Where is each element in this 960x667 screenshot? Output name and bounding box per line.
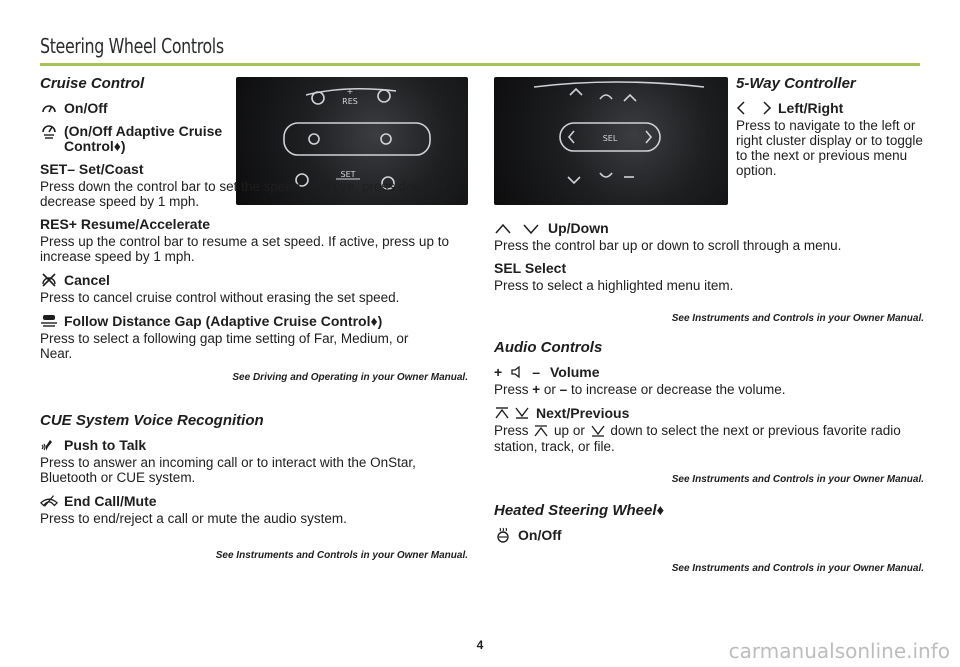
- cue-heading: CUE System Voice Recognition: [40, 412, 264, 429]
- left-right-text: Press to navigate to the left or right cluster display or to toggle to the next or previous menu option.: [736, 118, 923, 178]
- cruise-speedometer-icon: [40, 100, 58, 116]
- set-coast-text: Press down the control bar to set the speed. If active, press down to decrease speed by 1 mph.: [40, 179, 446, 209]
- title-rule: [40, 63, 920, 66]
- adaptive-cruise-icon: [40, 124, 58, 140]
- push-to-talk-text: Press to answer an incoming call or to interact with the OnStar, Bluetooth or CUE system.: [40, 455, 416, 485]
- next-previous-icon: [494, 405, 530, 421]
- seek-up-icon: [532, 423, 550, 439]
- follow-distance-icon: [40, 313, 58, 329]
- volume-text: [494, 382, 924, 397]
- cruise-see-reference: See Driving and Operating in your Owner Manual.: [232, 372, 468, 383]
- five-way-heading: 5-Way Controller: [736, 75, 856, 92]
- np-text-a: Press: [494, 423, 529, 438]
- resume-accelerate-title: RES+ Resume/Accelerate: [40, 216, 211, 232]
- follow-gap-label: Follow Distance Gap (Adaptive Cruise Control♦): [64, 312, 383, 329]
- next-previous-label: Next/Previous: [536, 404, 630, 421]
- np-text-c: down to select the next or previous favorite radio station, track, or file.: [494, 423, 901, 454]
- left-right-arrows-icon: [736, 100, 772, 116]
- np-text-b: up or: [554, 423, 585, 438]
- push-to-talk-label: Push to Talk: [64, 436, 147, 453]
- sel-select-title: SEL Select: [494, 260, 567, 276]
- set-label: SET: [340, 170, 356, 179]
- end-call-item: [40, 493, 468, 509]
- five-way-heading-block: [736, 76, 926, 178]
- resume-accelerate-text: Press up the control bar to resume a set speed. If active, press up to increase speed by 1 mph.: [40, 234, 449, 264]
- end-call-text: Press to end/reject a call or mute the audio system.: [40, 511, 347, 526]
- cue-see-reference: See Instruments and Controls in your Owner Manual.: [215, 550, 468, 561]
- up-down-text: Press the control bar up or down to scroll through a menu.: [494, 238, 842, 253]
- cancel-icon: [40, 272, 58, 288]
- adaptive-cruise-item: [40, 124, 230, 154]
- push-to-talk-item: [40, 437, 468, 453]
- adaptive-cruise-label: (On/Off Adaptive Cruise Control♦): [64, 123, 223, 154]
- audio-see-reference: See Instruments and Controls in your Owner Manual.: [671, 474, 924, 485]
- right-column: [494, 220, 924, 576]
- volume-text-plus: +: [532, 382, 541, 397]
- volume-text-c: to increase or decrease the volume.: [567, 382, 786, 397]
- speaker-icon: [508, 364, 526, 380]
- left-right-label: Left/Right: [778, 99, 844, 116]
- cruise-on-off-item: [40, 100, 468, 116]
- up-down-item: [494, 220, 924, 236]
- next-previous-item: [494, 405, 924, 421]
- cruise-on-off-label: On/Off: [64, 99, 108, 116]
- sel-select-text: Press to select a highlighted menu item.: [494, 278, 734, 293]
- volume-text-a: Press: [494, 382, 533, 397]
- end-call-mute-icon: [40, 493, 58, 509]
- follow-gap-text: Press to select a following gap time setting of Far, Medium, or Near.: [40, 331, 409, 361]
- watermark: carmanualsonline.info: [728, 639, 950, 663]
- volume-text-minus: –: [559, 382, 568, 397]
- heated-see-reference: See Instruments and Controls in your Owner Manual.: [671, 563, 924, 574]
- left-column: [40, 76, 468, 563]
- volume-item: [494, 364, 924, 380]
- seek-down-icon: [589, 423, 607, 439]
- cruise-control-heading: Cruise Control: [40, 75, 145, 92]
- end-call-label: End Call/Mute: [64, 492, 157, 509]
- res-plus-label: +: [346, 87, 354, 96]
- set-coast-title: SET– Set/Coast: [40, 161, 144, 177]
- follow-gap-item: [40, 313, 468, 329]
- sel-label: SEL: [602, 134, 618, 143]
- volume-minus-symbol: –: [532, 363, 540, 380]
- heated-steering-wheel-icon: [494, 527, 512, 543]
- five-way-controller-photo: [494, 77, 728, 205]
- voice-icon: [40, 437, 58, 453]
- up-down-arrows-icon: [494, 220, 542, 236]
- volume-label: Volume: [549, 363, 600, 380]
- left-right-item: [736, 100, 926, 116]
- res-label: RES: [342, 97, 358, 106]
- cancel-item: [40, 272, 468, 288]
- heated-wheel-label: On/Off: [518, 526, 562, 543]
- up-down-label: Up/Down: [548, 219, 609, 236]
- volume-text-b: or: [540, 382, 560, 397]
- heated-wheel-heading: Heated Steering Wheel♦: [494, 502, 665, 519]
- page-number: 4: [476, 638, 484, 652]
- five-way-see-reference: See Instruments and Controls in your Owner Manual.: [671, 313, 924, 324]
- page-title: Steering Wheel Controls: [40, 34, 224, 58]
- cancel-text: Press to cancel cruise control without erasing the set speed.: [40, 290, 400, 305]
- next-previous-text: [494, 423, 924, 454]
- volume-plus-symbol: +: [494, 363, 503, 380]
- audio-heading: Audio Controls: [494, 339, 603, 356]
- heated-wheel-item: [494, 527, 924, 543]
- cancel-label: Cancel: [64, 271, 110, 288]
